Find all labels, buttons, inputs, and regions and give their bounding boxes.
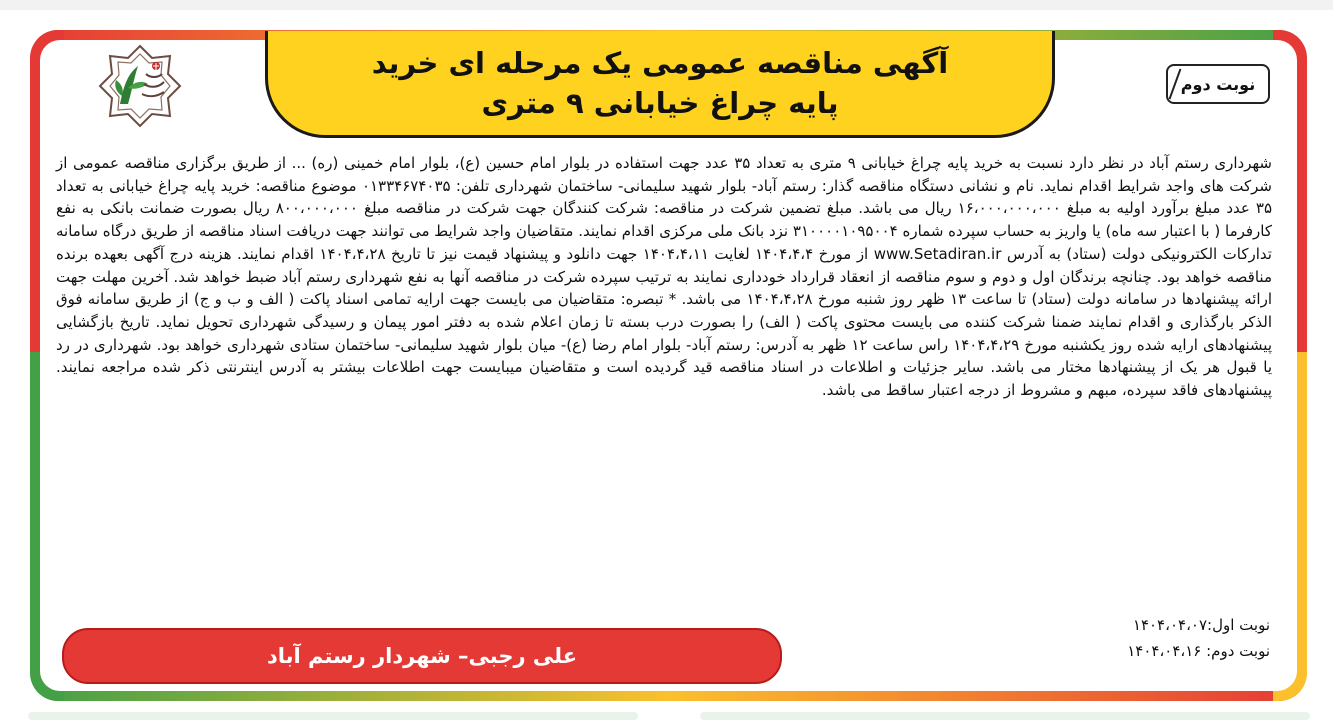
bottom-strip [0,706,1333,720]
round-badge-label: نوبت دوم [1180,74,1256,94]
bottom-strip-right [700,712,1310,720]
title-line-1: آگهی مناقصه عمومی یک مرحله ای خرید [371,46,949,80]
round-one-date: نوبت اول:۱۴۰۴،۰۴،۰۷ [1132,616,1270,634]
notice-body-text: شهرداری رستم آباد در نظر دارد نسبت به خرید پایه چراغ خیابانی ۹ متری به تعداد ۳۵ عدد جهت استفاده در بلوار امام حسین (ع)، بلوار امام خمینی (ره) ... از طریق برگزاری مناقصه عمومی از شرکت های واجد شرایط اقدام نماید. نام و نشانی دستگاه مناقصه گذار: رستم آباد- بلوار شهید سلیمانی- ساختمان شهرداری تلفن: ۰۱۳۳۴۶۷۴۰۳۵ موضوع مناقصه: خرید پایه چراغ خیابانی به تعداد ۳۵ عدد مبلغ برآورد اولیه به مبلغ ۱۶،۰۰۰،۰۰۰،۰۰۰ ریال می باشد. مبلغ تضمین شرکت در مناقصه: شرکت کنندگان جهت شرکت در مناقصه مبلغ ۸۰۰،۰۰۰،۰۰۰ ریال بصورت ضمانت بانکی به نفع کارفرما ( با اعتبار سه ماه) یا واریز به حساب سپرده شماره ۳۱۰۰۰۰۱۰۹۵۰۰۴ نزد بانک ملی مرکزی اقدام نمایند. متقاضیان واجد شرایط می توانند جهت دریافت اسناد مناقصه از طریق درگاه سامانه تدارکات الکترونیکی دولت (ستاد) به آدرس www.Setadiran.ir از مورخ ۱۴۰۴،۴،۴ لغایت ۱۴۰۴،۴،۱۱ جهت دانلود و پیشنهاد قیمت نیز تا تاریخ ۱۴۰۴،۴،۲۸ اقدام نمایند. هزینه درج آگهی بعهده برنده مناقصه خواهد بود. چنانچه برندگان اول و دوم و سوم مناقصه از انعقاد قرارداد خودداری نمایند به ترتیب سپرده شرکت در مناقصه آنها به نفع شهرداری رستم آباد ضبط خواهد شد. آخرین مهلت جهت ارائه پیشنهادها در سامانه دولت (ستاد) تا ساعت ۱۳ ظهر روز شنبه مورخ ۱۴۰۴،۴،۲۸ می باشد. * تبصره: متقاضیان می بایست جهت ارایه تمامی اسناد پاکت ( الف و ب و ج) از طریق سامانه فوق الذکر بارگذاری و اقدام نمایند ضمنا شرکت کننده می بایست محتوی پاکت ( الف) را بصورت درب بسته تا زمان اعلام شده به دفتر امور پیمان و رسیدگی شهرداری تحویل نماید. تاریخ بازگشایی پیشنهادهای ارایه شده روز یکشنبه مورخ ۱۴۰۴،۴،۲۹ راس ساعت ۱۲ ظهر به آدرس: رستم آباد- بلوار امام رضا (ع)- میان بلوار شهید سلیمانی- ساختمان ستادی شهرداری خواهد بود. شهرداری در رد یا قبول هر یک از پیشنهادها مختار می باشد. سایر جزئیات و اطلاعات در اسناد مناقصه قید گردیده است و متقاضیان میبایست جهت اطلاعات بیشتر به آدرس اینترنتی ذکر شده مراجعه نمایند. پیشنهادهای فاقد سپرده، مبهم و مشروط از درجه اعتبار ساقط می باشد. [56,154,1273,400]
top-strip [0,0,1333,10]
municipality-logo-icon [98,44,182,128]
title-banner [265,31,1055,138]
round-two-date: نوبت دوم: ۱۴۰۴،۰۴،۱۶ [1127,642,1270,660]
round-dates [1060,612,1270,664]
title-line-2: پایه چراغ خیابانی ۹ متری [481,86,839,120]
round-badge [1166,64,1270,104]
signature-text: علی رجبی– شهردار رستم آباد [266,644,578,668]
bottom-strip-left [28,712,638,720]
notice-body [56,152,1272,402]
signature-banner [62,628,782,684]
badge-slash [1169,69,1182,100]
frame-border-bottom [30,691,1307,701]
